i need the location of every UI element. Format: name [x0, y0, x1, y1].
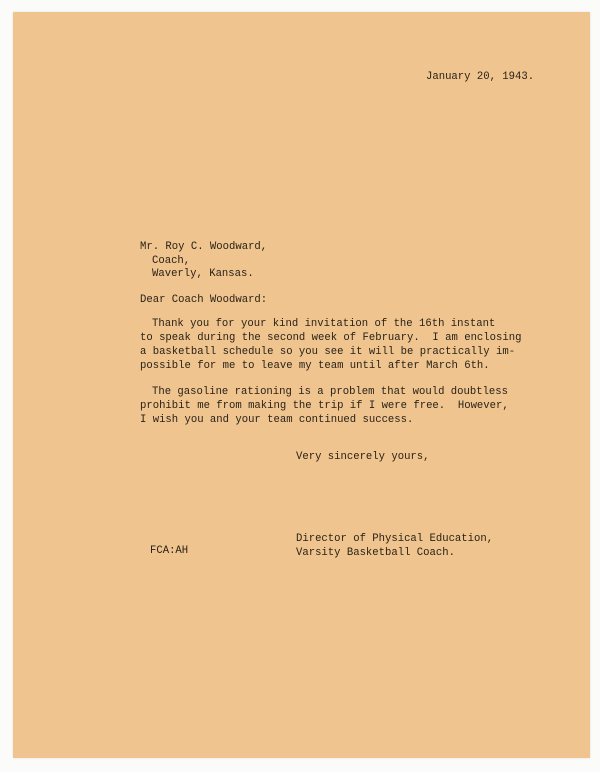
paragraph-2-line-3: I wish you and your team continued success. [140, 414, 414, 426]
signature-title-line-1: Director of Physical Education, [296, 533, 494, 545]
reference-initials: FCA:AH [150, 545, 189, 557]
recipient-name: Mr. Roy C. Woodward, [140, 241, 268, 253]
paragraph-1-line-2: to speak during the second week of February. I am enclosing [140, 332, 522, 344]
paragraph-1-line-1: Thank you for your kind invitation of the 16th instant [152, 318, 496, 330]
closing: Very sincerely yours, [296, 451, 430, 463]
paragraph-2-line-2: prohibit me from making the trip if I were free. However, [140, 400, 509, 412]
letter-date: January 20, 1943. [426, 71, 535, 83]
paragraph-1-line-3: a basketball schedule so you see it will be practically im- [140, 346, 516, 358]
paragraph-2-line-1: The gasoline rationing is a problem that would doubtless [152, 386, 509, 398]
salutation: Dear Coach Woodward: [140, 294, 268, 306]
letter-page [13, 12, 590, 758]
recipient-title: Coach, [152, 255, 191, 267]
signature-title-line-2: Varsity Basketball Coach. [296, 547, 455, 559]
recipient-location: Waverly, Kansas. [152, 268, 254, 280]
paragraph-1-line-4: possible for me to leave my team until after March 6th. [140, 360, 490, 372]
